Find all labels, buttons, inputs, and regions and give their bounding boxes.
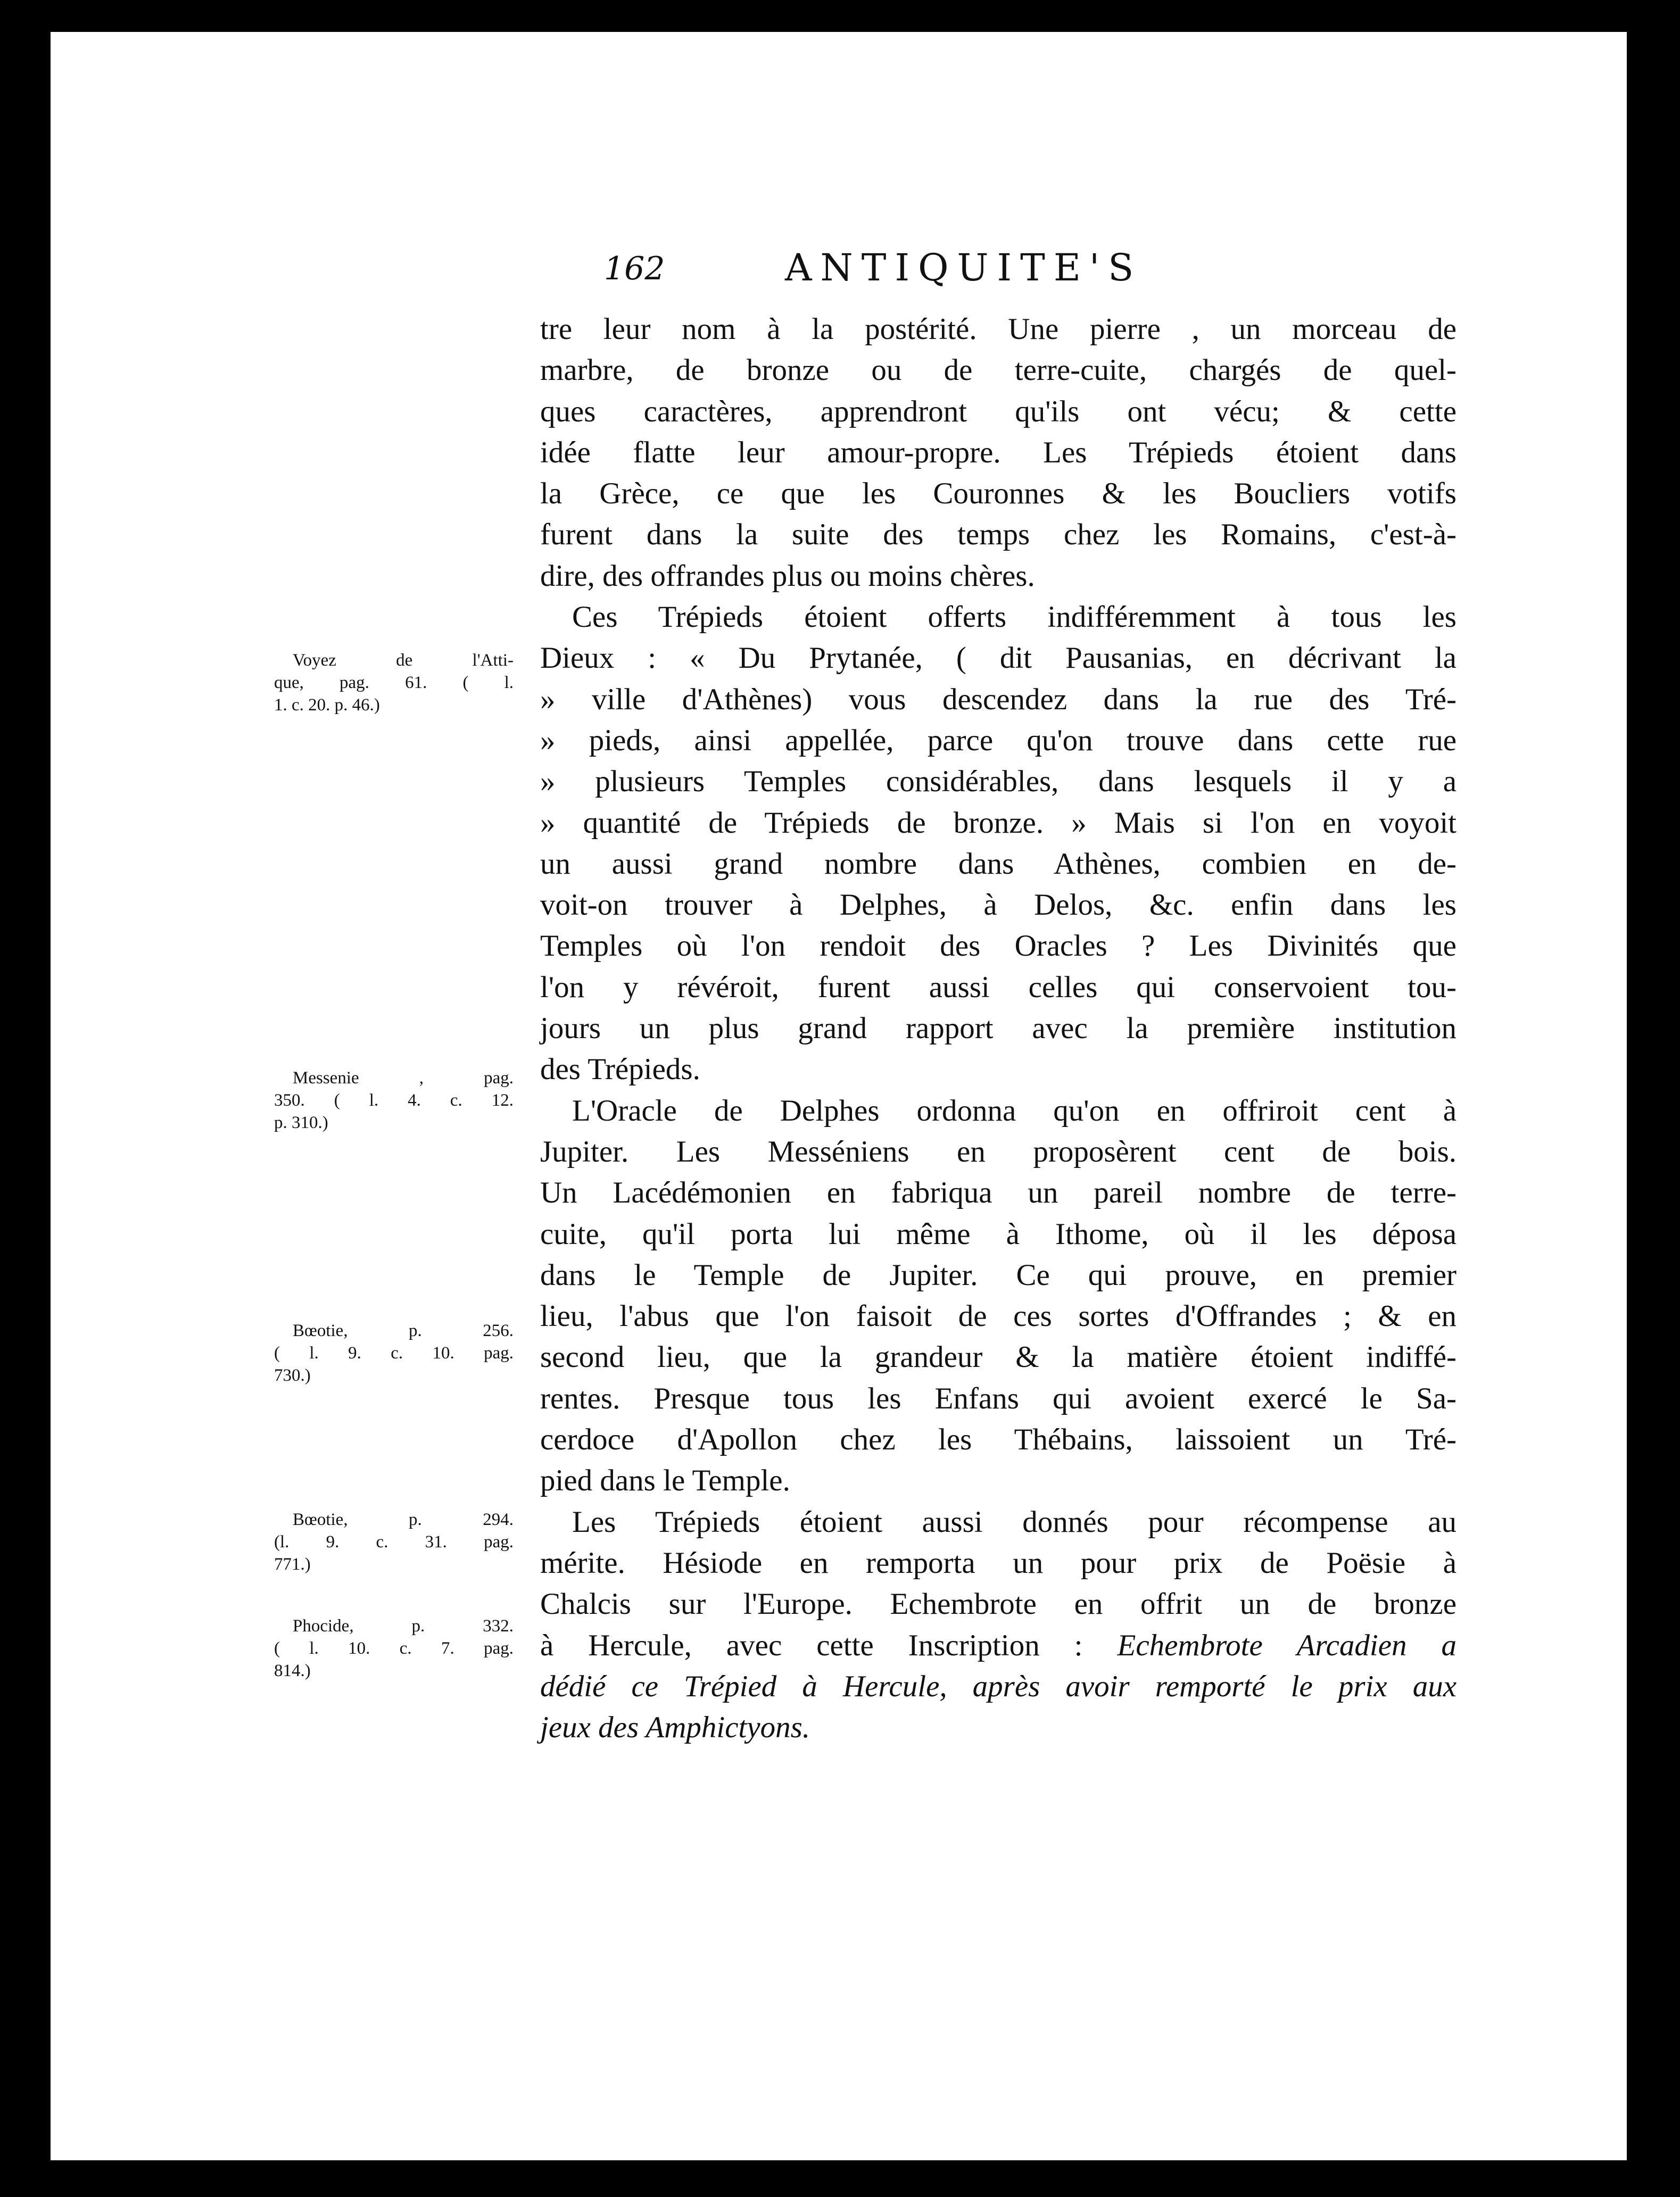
text-line: furent dans la suite des temps chez les Romains, c'est-à- — [540, 518, 1456, 552]
margin-note — [274, 1320, 514, 1387]
text-line: marbre, de bronze ou de terre-cuite, chargés de quel- — [540, 353, 1456, 387]
margin-note-line: 730.) — [274, 1366, 311, 1385]
margin-note-line: ( l. 10. c. 7. pag. — [274, 1639, 514, 1658]
book-page — [51, 32, 1627, 2160]
text-line: Chalcis sur l'Europe. Echembrote en offrit un de bronze — [540, 1587, 1456, 1621]
margin-note — [274, 1615, 514, 1682]
margin-note-line: ( l. 9. c. 10. pag. — [274, 1344, 514, 1363]
text-line: un aussi grand nombre dans Athènes, combien en de- — [540, 847, 1456, 881]
text-line: Ces Trépieds étoient offerts indifféremment à tous les — [572, 600, 1456, 634]
margin-note — [274, 649, 514, 716]
text-line — [540, 1707, 1456, 1748]
text-line: mérite. Hésiode en remporta un pour prix de Poësie à — [540, 1546, 1456, 1580]
text-line: pied dans le Temple. — [540, 1464, 790, 1498]
margin-note-line: que, pag. 61. ( l. — [274, 673, 514, 692]
text-line: jours un plus grand rapport avec la première institution — [540, 1012, 1456, 1046]
text-line-italic: , après avoir remporté le prix aux — [939, 1669, 1456, 1703]
margin-note-line: 814.) — [274, 1661, 311, 1680]
text-line: idée flatte leur amour-propre. Les Trépieds étoient dans — [540, 435, 1456, 469]
margin-note-line: Messenie , pag. — [293, 1068, 514, 1088]
margin-note-line: Voyez de l'Atti- — [293, 651, 514, 670]
text-line: ques caractères, apprendront qu'ils ont vécu; & cette — [540, 394, 1456, 428]
text-line — [540, 1625, 1456, 1666]
inscription-text: Echembrote Arcadien a — [1117, 1628, 1457, 1662]
text-line: des Trépieds. — [540, 1052, 700, 1087]
text-line: cerdoce d'Apollon chez les Thébains, laissoient un Tré- — [540, 1423, 1456, 1457]
inscription-text: dédié ce Trépied à Hercule — [540, 1669, 940, 1703]
text-line: second lieu, que la grandeur & la matière étoient indiffé- — [540, 1340, 1456, 1374]
text-line-roman: à Hercule, avec cette Inscription : — [540, 1628, 1083, 1662]
text-line: Dieux : « Du Prytanée, ( dit Pausanias, en décrivant la — [540, 641, 1456, 675]
text-line: l'on y révéroit, furent aussi celles qui conservoient tou- — [540, 970, 1456, 1004]
text-line: » plusieurs Temples considérables, dans lesquels il y a — [540, 765, 1456, 799]
margin-note-line: (l. 9. c. 31. pag. — [274, 1532, 514, 1552]
text-line: » ville d'Athènes) vous descendez dans la rue des Tré- — [540, 682, 1456, 716]
running-title: ANTIQUITE'S — [785, 246, 1143, 289]
page-header — [604, 246, 1458, 303]
margin-note-line: Phocide, p. 332. — [293, 1616, 514, 1636]
text-line: » pieds, ainsi appellée, parce qu'on trouve dans cette rue — [540, 723, 1456, 757]
text-line: dire, des offrandes plus ou moins chères. — [540, 559, 1035, 593]
margin-note-line: 350. ( l. 4. c. 12. — [274, 1091, 514, 1110]
page-number: 162 — [604, 250, 665, 287]
margin-note — [274, 1508, 514, 1576]
text-line: Jupiter. Les Messéniens en proposèrent cent de bois. — [540, 1134, 1456, 1168]
text-line: Temples où l'on rendoit des Oracles ? Les Divinités que — [540, 929, 1456, 963]
text-line: tre leur nom à la postérité. Une pierre , un morceau de — [540, 312, 1456, 346]
text-line — [540, 1666, 1456, 1707]
text-line: la Grèce, ce que les Couronnes & les Boucliers votifs — [540, 477, 1456, 511]
text-line: L'Oracle de Delphes ordonna qu'on en offriroit cent à — [572, 1093, 1456, 1127]
text-line: Les Trépieds étoient aussi donnés pour récompense au — [572, 1505, 1456, 1539]
margin-note-line: 771.) — [274, 1555, 311, 1574]
margin-note-line: 1. c. 20. p. 46.) — [274, 695, 380, 715]
text-line: cuite, qu'il porta lui même à Ithome, où il les déposa — [540, 1217, 1456, 1251]
text-line: lieu, l'abus que l'on faisoit de ces sortes d'Offrandes ; & en — [540, 1299, 1456, 1333]
text-line: dans le Temple de Jupiter. Ce qui prouve, en premier — [540, 1258, 1456, 1292]
text-line: » quantité de Trépieds de bronze. » Mais si l'on en voyoit — [540, 806, 1456, 840]
margin-note-line: p. 310.) — [274, 1113, 328, 1132]
text-line: rentes. Presque tous les Enfans qui avoient exercé le Sa- — [540, 1381, 1456, 1415]
text-line: Un Lacédémonien en fabriqua un pareil nombre de terre- — [540, 1176, 1456, 1210]
text-line: voit-on trouver à Delphes, à Delos, &c. enfin dans les — [540, 888, 1456, 922]
margin-note-line: Bœotie, p. 256. — [293, 1321, 514, 1340]
main-text — [540, 309, 1456, 1748]
margin-note-line: Bœotie, p. 294. — [293, 1510, 514, 1529]
text-line-italic: jeux des Amphictyons. — [540, 1711, 810, 1745]
margin-note — [274, 1067, 514, 1134]
